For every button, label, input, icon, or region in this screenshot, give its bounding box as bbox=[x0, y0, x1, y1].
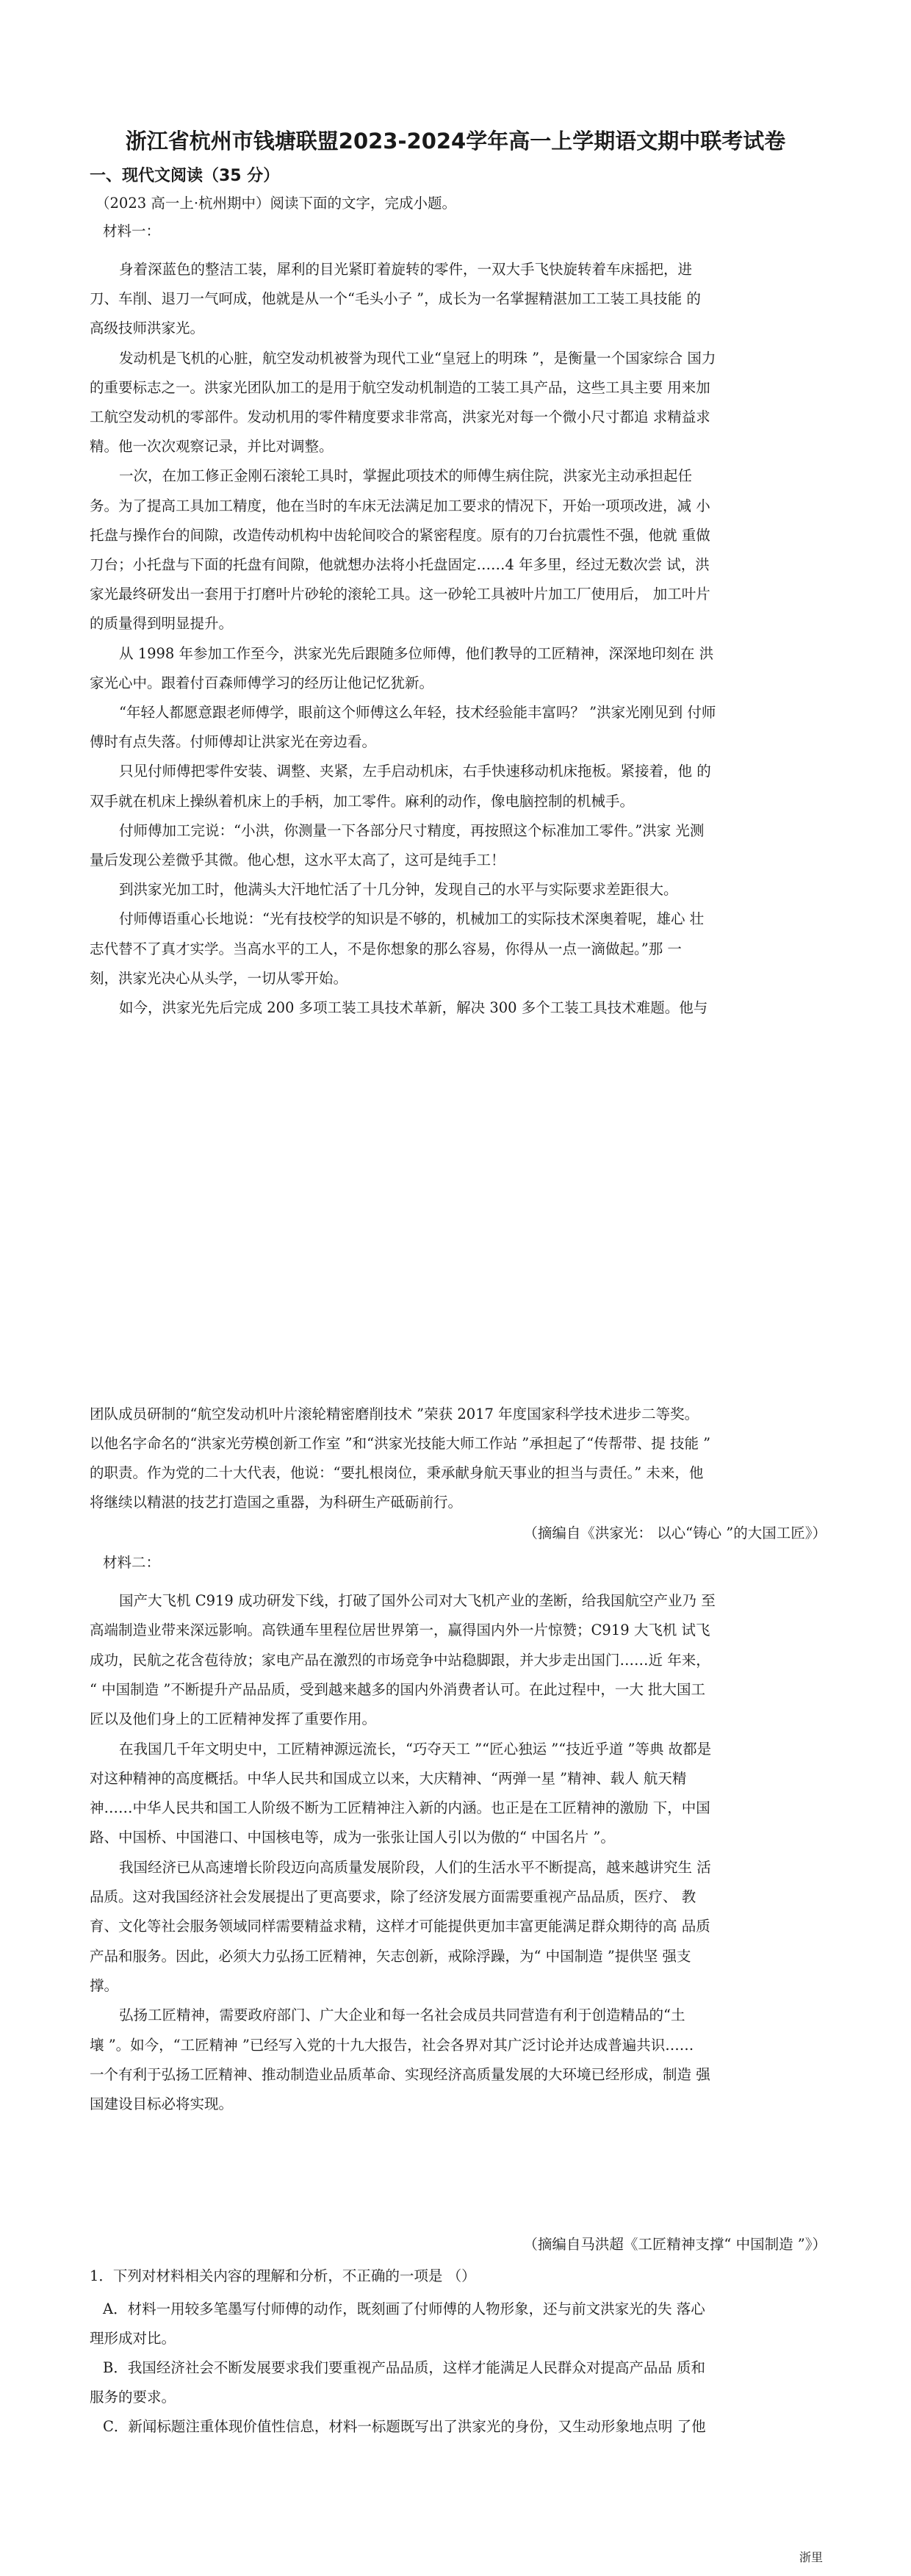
text-line: 国建设目标必将实现。 bbox=[90, 2095, 234, 2113]
text-line: 一次，在加工修正金刚石滚轮工具时，掌握此项技术的师傅生病住院，洪家光主动承担起任 bbox=[119, 467, 693, 485]
page-title: 浙江省杭州市钱塘联盟2023-2024学年高一上学期语文期中联考试卷 bbox=[125, 129, 786, 154]
text-line: 的重要标志之一。洪家光团队加工的是用于航空发动机制造的工装工具产品，这些工具主要 用来加 bbox=[90, 378, 710, 396]
text-line: 国产大飞机 C919 成功研发下线，打破了国外公司对大飞机产业的垄断，给我国航空产业乃 至 bbox=[119, 1592, 716, 1609]
text-line: 刻，洪家光决心从头学，一切从零开始。 bbox=[90, 969, 348, 987]
text-line: 匠以及他们身上的工匠精神发挥了重要作用。 bbox=[90, 1710, 377, 1728]
text-line: 产品和服务。因此，必须大力弘扬工匠精神，矢志创新，戒除浮躁，为“ 中国制造 ”提供坚 强支 bbox=[90, 1947, 691, 1965]
text-line: 高端制造业带来深远影响。高铁通车里程位居世界第一，赢得国内外一片惊赞；C919 大飞机 试飞 bbox=[90, 1622, 710, 1639]
text-line: 路、中国桥、中国港口、中国核电等，成为一张张让国人引以为傲的“ 中国名片 ”。 bbox=[90, 1829, 615, 1846]
text-line: 志代替不了真才实学。当高水平的工人，不是你想象的那么容易，你得从一点一滴做起。”那 一 bbox=[90, 940, 682, 957]
text-line: 在我国几千年文明史中，工匠精神源远流长，“巧夺天工 ”“匠心独运 ”“技近乎道 ”等典 故都是 bbox=[119, 1740, 712, 1757]
text-line: 的质量得到明显提升。 bbox=[90, 615, 234, 633]
text-line: “年轻人都愿意跟老师傅学，眼前这个师傅这么年轻，技术经验能丰富吗？ ”洪家光刚见到 付师 bbox=[119, 704, 716, 721]
text-line: 身着深蓝色的整洁工装，犀利的目光紧盯着旋转的零件，一双大手飞快旋转着车床摇把，进 bbox=[119, 261, 693, 278]
text-line: 育、文化等社会服务领域同样需要精益求精，这样才可能提供更加丰富更能满足群众期待的高 品质 bbox=[90, 1918, 710, 1935]
text-line: 高级技师洪家光。 bbox=[90, 320, 205, 337]
option-line: 服务的要求。 bbox=[90, 2389, 176, 2406]
text-line: 一个有利于弘扬工匠精神、推动制造业品质革命、实现经济高质量发展的大环境已经形成，制造 强 bbox=[90, 2065, 710, 2083]
text-line: 傅时有点失落。付师傅却让洪家光在旁边看。 bbox=[90, 733, 377, 751]
text-line: 团队成员研制的“航空发动机叶片滚轮精密磨削技术 ”荣获 2017 年度国家科学技术进步二等奖。 bbox=[90, 1406, 699, 1422]
text-line: 将继续以精湛的技艺打造国之重器，为科研生产砥砺前行。 bbox=[90, 1494, 463, 1511]
option-line: A．材料一用较多笔墨写付师傅的动作，既刻画了付师傅的人物形象，还与前文洪家光的失 落心 bbox=[103, 2300, 705, 2317]
text-line: 从 1998 年参加工作至今，洪家光先后跟随多位师傅，他们教导的工匠精神，深深地印刻在 洪 bbox=[119, 644, 714, 662]
text-line: 付师傅语重心长地说：“光有技校学的知识是不够的，机械加工的实际技术深奥着呢，雄心 壮 bbox=[119, 910, 705, 928]
option-line: B．我国经济社会不断发展要求我们要重视产品品质，这样才能满足人民群众对提高产品品 质和 bbox=[103, 2359, 706, 2376]
intro-text: （2023 高一上·杭州期中）阅读下面的文字，完成小题。 bbox=[96, 195, 457, 212]
text-line: 务。为了提高工具加工精度，他在当时的车床无法满足加工要求的情况下，开始一项项改进，减 小 bbox=[90, 497, 710, 514]
material2-label: 材料二： bbox=[103, 1554, 161, 1571]
text-line: 精。他一次次观察记录，并比对调整。 bbox=[90, 438, 334, 456]
text-line: 家光心中。跟着付百森师傅学习的经历让他记忆犹新。 bbox=[90, 674, 434, 691]
text-line: 以他名字命名的“洪家光劳模创新工作室 ”和“洪家光技能大师工作站 ”承担起了“传帮带、提 技能 ” bbox=[90, 1435, 711, 1452]
text-line: 弘扬工匠精神，需要政府部门、广大企业和每一名社会成员共同营造有利于创造精品的“土 bbox=[119, 2007, 685, 2024]
text-line: 量后发现公差微乎其微。他心想，这水平太高了，这可是纯手工！ bbox=[90, 852, 505, 868]
text-line: 刀、车削、退刀一气呵成，他就是从一个“毛头小子 ”，成长为一名掌握精湛加工工装工具技能 的 bbox=[90, 290, 701, 308]
text-line: 成功，民航之花含苞待放；家电产品在激烈的市场竞争中站稳脚跟，并大步走出国门……近 年来， bbox=[90, 1651, 710, 1669]
text-line: 品质。这对我国经济社会发展提出了更高要求，除了经济发展方面需要重视产品品质，医疗、 教 bbox=[90, 1888, 696, 1905]
text-line: 家光最终研发出一套用于打磨叶片砂轮的滚轮工具。这一砂轮工具被叶片加工厂使用后， 加工叶片 bbox=[90, 586, 710, 603]
corner-mark: 浙里 bbox=[799, 2550, 823, 2564]
text-line: 工航空发动机的零部件。发动机用的零件精度要求非常高，洪家光对每一个微小尺寸都追 求精益求 bbox=[90, 409, 710, 425]
option-line: C．新闻标题注重体现价值性信息，材料一标题既写出了洪家光的身份，又生动形象地点明 了他 bbox=[103, 2418, 706, 2435]
text-line: 的职责。作为党的二十大代表，他说：“要扎根岗位，秉承献身航天事业的担当与责任。” 未来，他 bbox=[90, 1464, 704, 1481]
text-line: 对这种精神的高度概括。中华人民共和国成立以来，大庆精神、“两弹一星 ”精神、载人 航天精 bbox=[90, 1769, 687, 1787]
text-line: 发动机是飞机的心脏，航空发动机被誉为现代工业“皇冠上的明珠 ”，是衡量一个国家综合 国力 bbox=[119, 349, 716, 367]
option-line: 理形成对比。 bbox=[90, 2330, 176, 2347]
text-line: 神……中华人民共和国工人阶级不断为工匠精神注入新的内涵。也正是在工匠精神的激励 下，中国 bbox=[90, 1799, 710, 1817]
question-1-stem: 1．下列对材料相关内容的理解和分析，不正确的一项是 （） bbox=[90, 2267, 476, 2284]
text-line: 只见付师傅把零件安装、调整、夹紧，左手启动机床，右手快速移动机床拖板。紧接着，他 的 bbox=[119, 763, 711, 780]
text-line: 壤 ”。如今，“工匠精神 ”已经写入党的十九大报告，社会各界对其广泛讨论并达成普遍共识…… bbox=[90, 2036, 694, 2054]
text-line: 托盘与操作台的间隙，改造传动机构中齿轮间咬合的紧密程度。原有的刀台抗震性不强，他就 重做 bbox=[90, 526, 710, 544]
text-line: 刀台；小托盘与下面的托盘有间隙，他就想办法将小托盘固定……4 年多里，经过无数次尝 试，洪 bbox=[90, 556, 710, 573]
text-line: “ 中国制造 ”不断提升产品品质，受到越来越多的国内外消费者认可。在此过程中，一大 批大国工 bbox=[90, 1680, 706, 1698]
material1-label: 材料一： bbox=[103, 223, 161, 240]
section-heading: 一、现代文阅读（35 分） bbox=[90, 167, 280, 185]
text-line: 到洪家光加工时，他满头大汗地忙活了十几分钟，发现自己的水平与实际要求差距很大。 bbox=[119, 881, 678, 899]
text-line: 付师傅加工完说：“小洪，你测量一下各部分尺寸精度，再按照这个标准加工零件。”洪家 光测 bbox=[119, 821, 705, 839]
material1-source: （摘编自《洪家光： 以心“铸心 ”的大国工匠》） bbox=[523, 1525, 827, 1541]
material2-source: （摘编自马洪超《工匠精神支撑“ 中国制造 ”》） bbox=[523, 2236, 827, 2253]
text-line: 我国经济已从高速增长阶段迈向高质量发展阶段，人们的生活水平不断提高，越来越讲究生 活 bbox=[119, 1858, 711, 1876]
text-line: 双手就在机床上操纵着机床上的手柄，加工零件。麻利的动作，像电脑控制的机械手。 bbox=[90, 792, 635, 810]
text-line: 撑。 bbox=[90, 1976, 119, 1994]
text-line: 如今，洪家光先后完成 200 多项工装工具技术革新，解决 300 多个工装工具技术难题。他与 bbox=[119, 999, 708, 1016]
